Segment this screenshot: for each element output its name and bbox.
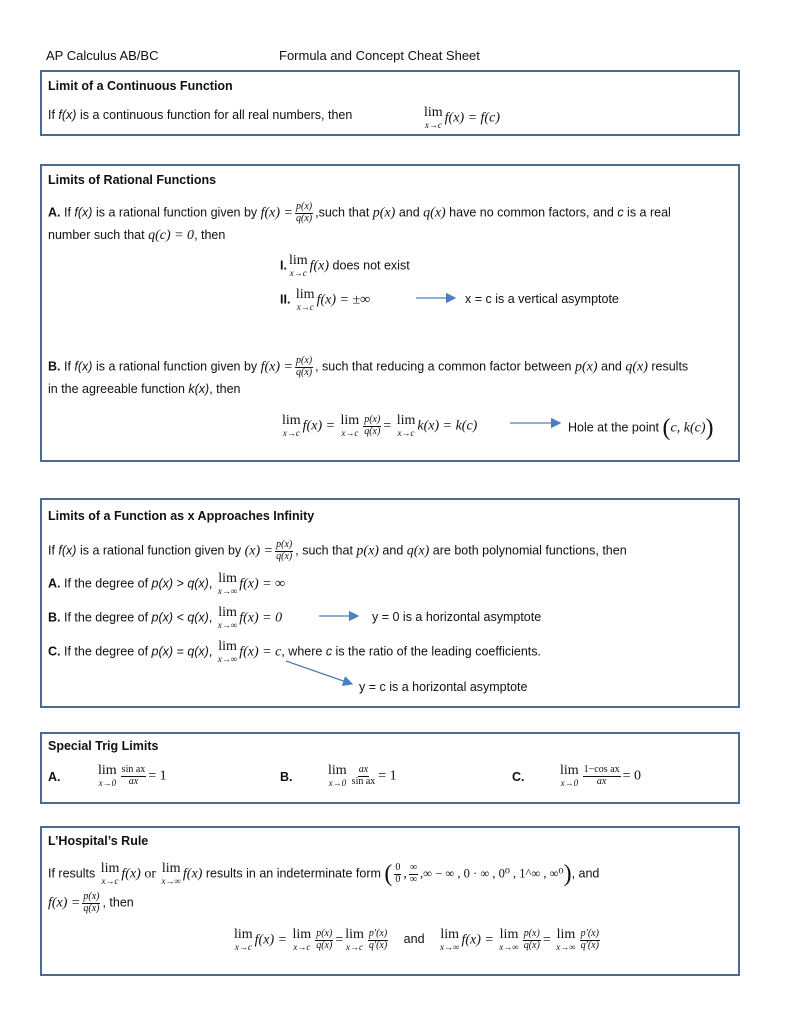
infinity-case-c: C. If the degree of p(x) = q(x), lim x→∞ f(x) = c, where c is the ratio of the leading coefficients.	[48, 639, 541, 664]
section-title: Limits of a Function as x Approaches Infinity	[48, 509, 315, 523]
part-b-line1: B. If f(x) is a rational function given by f(x) = $\frac{p(x)}{q(x)}$ , such that reducing a common factor between p(x) and q(x) results	[48, 355, 689, 378]
trig-limit-b: lim x→0 $\frac{ax}{\text{sin ax}}$ = 1	[328, 763, 397, 788]
part-a-line1: A. If f(x) is a rational function given by f(x) = $\frac{p(x)}{q(x)}$ ,such that p(x) and q(x) have no common factors, and c is a real	[48, 201, 671, 224]
part-a-line2: number such that q(c) = 0, then	[48, 228, 226, 243]
section-special-trig-limits	[40, 732, 740, 804]
trig-limit-a: lim x→0 $\frac{\text{sin ax}}{ax}$ = 1	[98, 763, 167, 788]
section-continuous-limit	[40, 70, 740, 136]
lhospital-condition: If results lim x→c f(x) or lim x→∞ f(x) results in an indeterminate form ( $\frac{0}{0}$ , ∞ ∞ ,∞ − ∞ , 0 · ∞ , 0⁰ , 1^∞ , ∞⁰), and	[48, 861, 600, 887]
horizontal-asymptote-zero: y = 0 is a horizontal asymptote	[372, 610, 542, 624]
section-lhospital-rule	[40, 826, 740, 976]
section-title: Special Trig Limits	[48, 739, 159, 753]
lhospital-f-definition: f(x) = $\frac{p(x)}{q(x)}$ , then	[48, 891, 134, 914]
hole-result: Hole at the point (c, k(c))	[568, 415, 714, 441]
trig-label-c: C.	[512, 770, 525, 784]
section-title: L’Hospital’s Rule	[48, 834, 149, 848]
section-title: Limits of Rational Functions	[48, 173, 217, 187]
infinity-case-a: A. If the degree of p(x) > q(x), lim x→∞ f(x) = ∞	[48, 571, 286, 596]
section-rational-limits	[40, 164, 740, 462]
course-name: AP Calculus AB/BC	[46, 48, 159, 63]
section-title: Limit of a Continuous Function	[48, 79, 233, 93]
horizontal-asymptote-c: y = c is a horizontal asymptote	[359, 680, 528, 694]
hole-formula: lim x→c f(x) = lim x→c $\frac{p(x)}{q(x)}$ = lim x→c k(x) = k(c)	[282, 413, 478, 438]
vertical-asymptote-result: x = c is a vertical asymptote	[465, 292, 619, 306]
infinity-intro: If f(x) is a rational function given by (x) = $\frac{p(x)}{q(x)}$ , such that p(x) and q(x) are both polynomial functions, then	[48, 539, 627, 562]
continuity-formula: lim x→c f(x) = f(c)	[424, 105, 500, 130]
continuity-statement: If f(x) is a continuous function for all real numbers, then	[48, 108, 353, 122]
trig-limit-c: lim x→0 $\frac{\text{1−cos ax}}{ax}$ = 0	[560, 763, 641, 788]
case-ii: II. lim x→c f(x) = ±∞	[280, 287, 371, 312]
trig-label-a: A.	[48, 770, 61, 784]
trig-label-b: B.	[280, 770, 293, 784]
sheet-title: Formula and Concept Cheat Sheet	[279, 48, 480, 63]
lhospital-formula: lim x→c f(x) = lim x→c $\frac{p(x)}{q(x)}$ = lim x→c $\frac{p'(x)}{q'(x)}$ and lim x→∞ f(x) = lim x→∞ $\frac{p(x)}{q(x)}$ = lim x→∞ $\frac{p'(x)}{q'(x)}$	[234, 927, 599, 952]
part-b-line2: in the agreeable function k(x), then	[48, 382, 241, 396]
case-i: I. lim x→c f(x) does not exist	[280, 253, 410, 278]
section-limits-at-infinity	[40, 498, 740, 708]
infinity-case-b: B. If the degree of p(x) < q(x), lim x→∞ f(x) = 0	[48, 605, 283, 630]
